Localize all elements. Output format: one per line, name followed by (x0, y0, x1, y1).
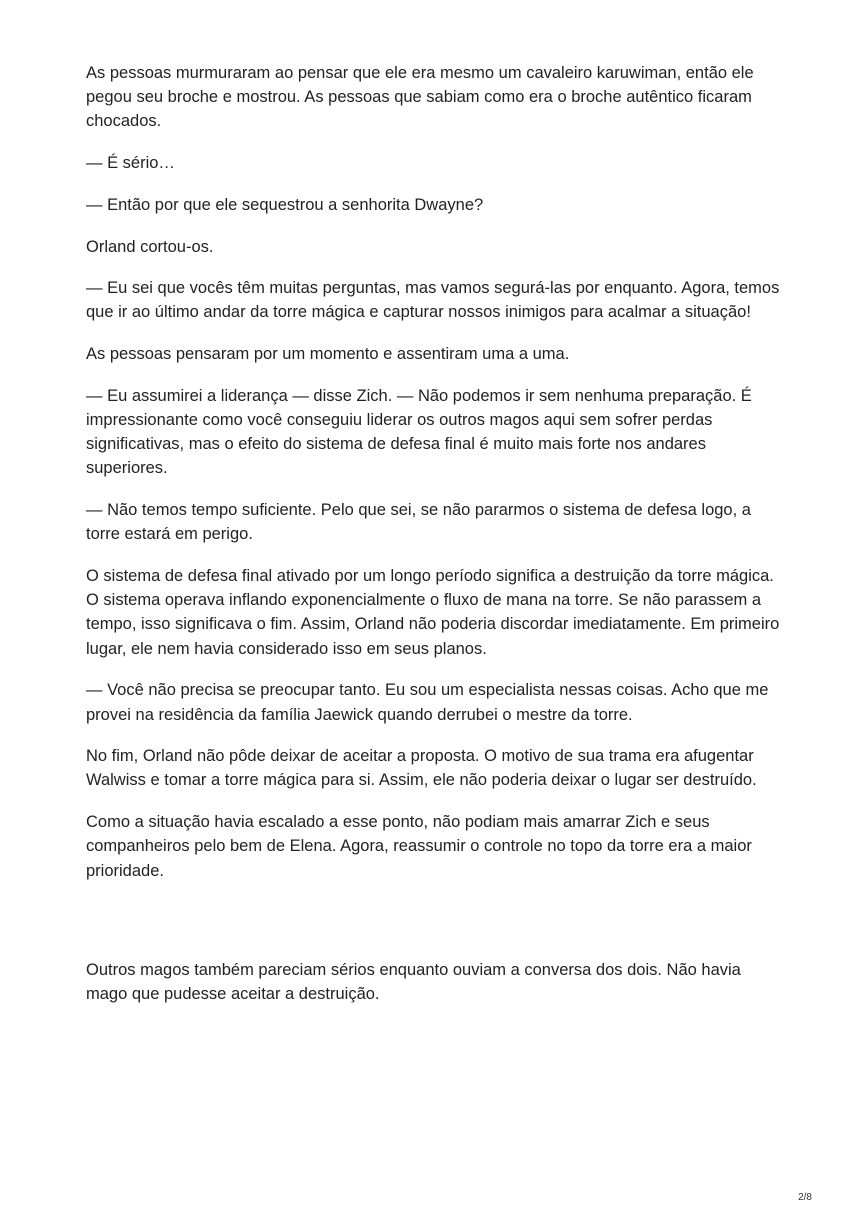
paragraph: — Então por que ele sequestrou a senhorita Dwayne? (86, 195, 484, 214)
paragraph: As pessoas pensaram por um momento e assentiram uma a uma. (86, 345, 570, 364)
paragraph: As pessoas murmuraram ao pensar que ele era mesmo um cavaleiro karuwiman, então ele pegou seu broche e mostrou. As pessoas que sabiam como era o broche autêntico ficaram chocados. (86, 64, 754, 131)
paragraph: — É sério… (86, 154, 175, 173)
paragraph: O sistema de defesa final ativado por um longo período significa a destruição da torre mágica. O sistema operava inflando exponencialmente o fluxo de mana na torre. Se não parassem a tempo, isso significava o fim. Assim, Orland não poderia discordar imediatamente. Em primeiro lugar, ele nem havia considerado isso em seus planos. (86, 567, 780, 658)
page-number: 2/8 (798, 1192, 812, 1203)
paragraph: — Eu sei que vocês têm muitas perguntas, mas vamos segurá-las por enquanto. Agora, temos que ir ao último andar da torre mágica e capturar nossos inimigos para acalmar a situação! (86, 279, 780, 322)
paragraph: Como a situação havia escalado a esse ponto, não podiam mais amarrar Zich e seus companheiros pelo bem de Elena. Agora, reassumir o controle no topo da torre era a maior prioridade. (86, 813, 752, 880)
paragraph: No fim, Orland não pôde deixar de aceitar a proposta. O motivo de sua trama era afugentar Walwiss e tomar a torre mágica para si. Assim, ele não poderia deixar o lugar ser destruído. (86, 747, 757, 790)
paragraph: Orland cortou-os. (86, 237, 214, 256)
paragraph: — Eu assumirei a liderança — disse Zich. — Não podemos ir sem nenhuma preparação. É impressionante como você conseguiu liderar os outros magos aqui sem sofrer perdas significativas, mas o efeito do sistema de defesa final é muito mais forte nos andares superiores. (86, 386, 752, 478)
paragraph: — Você não precisa se preocupar tanto. Eu sou um especialista nessas coisas. Acho que me provei na residência da família Jaewick quando derrubei o mestre da torre. (86, 681, 769, 724)
paragraph: Outros magos também pareciam sérios enquanto ouviam a conversa dos dois. Não havia mago que pudesse aceitar a destruição. (86, 960, 741, 1003)
document-body (86, 61, 786, 1024)
paragraph: — Não temos tempo suficiente. Pelo que sei, se não pararmos o sistema de defesa logo, a torre estará em perigo. (86, 501, 751, 544)
